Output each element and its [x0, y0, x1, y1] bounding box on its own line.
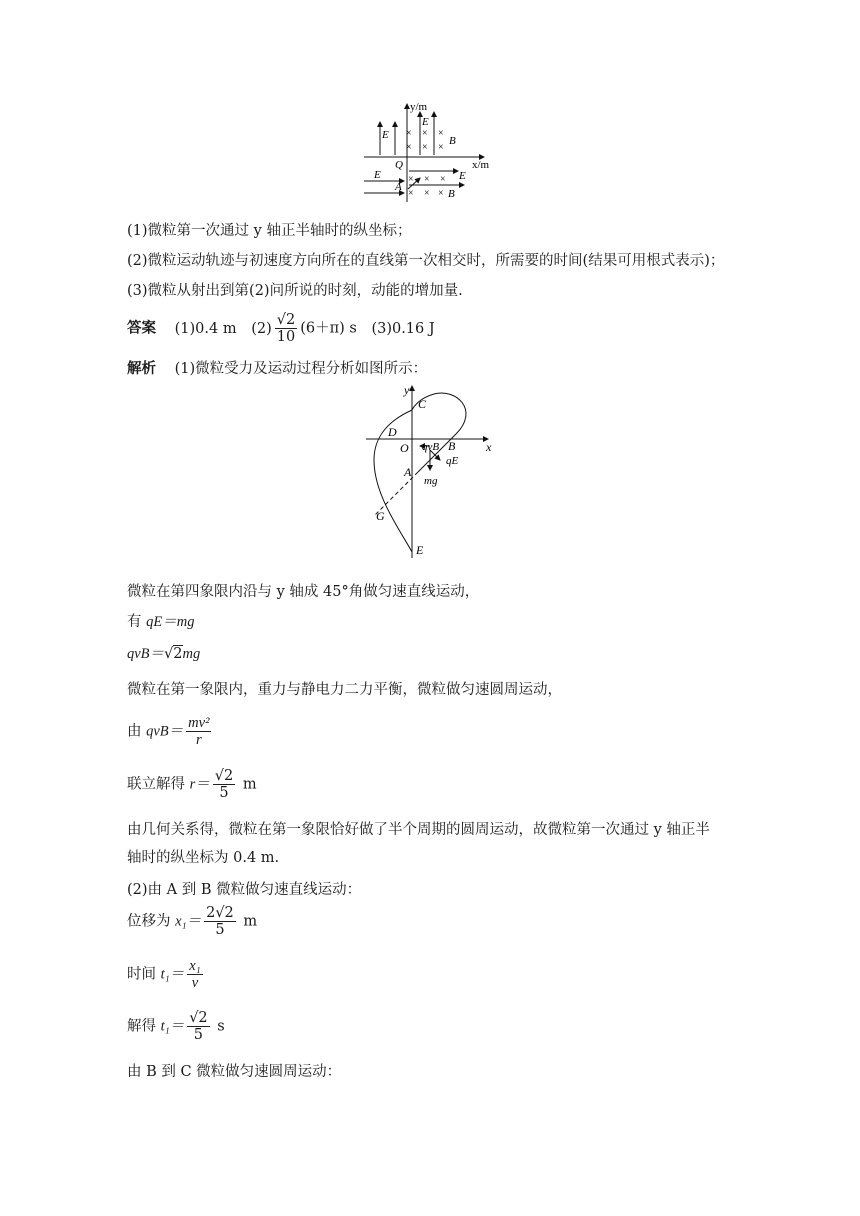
svg-text:y: y: [404, 383, 410, 397]
body-line-4: 微粒在第一象限内，重力与静电力二力平衡，微粒做匀速圆周运动，: [127, 682, 562, 698]
svg-text:×: ×: [424, 188, 430, 199]
svg-text:B: B: [448, 439, 456, 453]
body-line-10: 位移为 x₁＝ $\frac{2√2}{5}$ m: [127, 905, 258, 938]
svg-text:E: E: [416, 543, 424, 557]
answer-part2-suffix: (6＋π) s: [300, 320, 357, 337]
E-label-top: E: [422, 116, 429, 128]
svg-text:A: A: [404, 465, 412, 479]
analysis-intro: (1)微粒受力及运动过程分析如图所示：: [174, 361, 428, 377]
svg-text:×: ×: [408, 188, 414, 199]
body-line-6: 联立解得 r＝ $\frac{√2}{5}$ m: [127, 768, 257, 801]
svg-text:×: ×: [406, 128, 412, 139]
body-line-8: 轴时的纵坐标为 0.4 m.: [127, 850, 280, 866]
answer-part3: (3)0.16 J: [371, 320, 435, 337]
svg-text:×: ×: [440, 174, 446, 185]
svg-text:G: G: [376, 509, 385, 523]
body-line-13: 由 B 到 C 微粒做匀速圆周运动：: [127, 1064, 342, 1080]
question-2: (2)微粒运动轨迹与初速度方向所在的直线第一次相交时，所需要的时间(结果可用根式表示)；: [127, 253, 725, 269]
svg-text:mg: mg: [424, 475, 438, 487]
B-label-top: B: [449, 135, 456, 147]
body-line-3: qvB＝√2mg: [127, 646, 201, 662]
analysis-line: [127, 357, 427, 378]
svg-text:×: ×: [438, 128, 444, 139]
body-line-2: 有 qE＝mg: [127, 614, 195, 630]
svg-text:×: ×: [408, 174, 414, 185]
svg-text:D: D: [388, 425, 397, 439]
question-1: (1)微粒第一次通过 y 轴正半轴时的纵坐标；: [127, 223, 412, 239]
E-label-bottom: E: [459, 170, 466, 182]
answer-part1: (1)0.4 m: [174, 320, 237, 337]
y-axis-label: y/m: [410, 101, 428, 113]
body-line-7: 由几何关系得，微粒在第一象限恰好做了半个周期的圆周运动，故微粒第一次通过 y 轴正半: [127, 822, 710, 838]
B-label-bottom: B: [448, 188, 455, 200]
analysis-label: 解析: [127, 361, 156, 377]
answer-label: 答案: [127, 320, 156, 337]
svg-text:C: C: [418, 397, 427, 411]
svg-text:x: x: [486, 440, 492, 454]
svg-text:×: ×: [406, 142, 412, 153]
svg-text:×: ×: [438, 188, 444, 199]
svg-text:×: ×: [424, 174, 430, 185]
svg-text:qE: qE: [446, 455, 459, 467]
answer-part2-prefix: (2): [251, 320, 272, 337]
A-label: A: [395, 181, 402, 193]
body-line-5: 由 qvB＝ $\frac{\text{mv²}}{r}$: [127, 715, 210, 748]
svg-text:O: O: [400, 441, 409, 455]
svg-text:×: ×: [422, 142, 428, 153]
E-label-left-top: E: [382, 129, 389, 141]
body-line-12: 解得 t₁＝ $\frac{√2}{5}$ s: [127, 1010, 225, 1043]
trajectory-diagram: [360, 380, 510, 560]
svg-text:×: ×: [422, 128, 428, 139]
svg-text:qvB: qvB: [422, 441, 440, 453]
field-diagram: [360, 98, 500, 204]
question-3: (3)微粒从射出到第(2)问所说的时刻，动能的增加量.: [127, 283, 463, 299]
x-axis-label: x/m: [472, 159, 490, 171]
E-label-left-bottom: E: [374, 169, 381, 181]
body-line-11: 时间 t₁＝ $\frac{\text{x₁}}{v}$: [127, 958, 201, 991]
body-line-9: (2)由 A 到 B 微粒做匀速直线运动：: [127, 882, 362, 898]
answer-line: [127, 312, 435, 345]
answer-part2-frac: $\frac{√2}{10}$: [276, 312, 296, 345]
svg-text:×: ×: [438, 142, 444, 153]
Q-label: Q: [395, 159, 403, 171]
body-line-1: 微粒在第四象限内沿与 y 轴成 45°角做匀速直线运动，: [127, 584, 480, 600]
